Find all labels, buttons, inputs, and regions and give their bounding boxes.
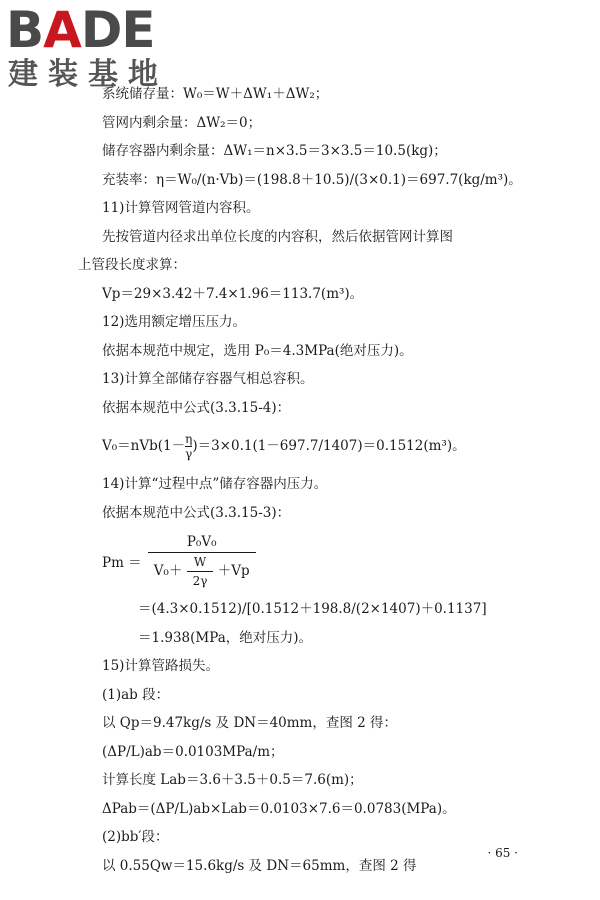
formula-pm: Pm ＝ P₀V₀ V₀＋ $\frac{W}{2\gamma}$ ＋Vp (102, 529, 572, 593)
formula-line: ΔPab＝(ΔP/L)ab×Lab＝0.0103×7.6＝0.0783(MPa)。 (102, 800, 456, 817)
logo-subtitle: 建装基地 (8, 57, 168, 92)
section-heading: 13)计算全部储存容器气相总容积。 (102, 371, 314, 387)
formula-line: (ΔP/L)ab＝0.0103MPa/m； (102, 743, 284, 760)
formula-v0: V₀＝nVb(1－ $\frac{\eta}{\gamma}$ )＝3×0.1(1－697.7/1407)＝0.1512(m³)。 (102, 431, 466, 461)
fraction-w-2gamma: $\frac{W}{2\gamma}$ (187, 555, 214, 588)
text-line: 系统储存量：W₀＝W＋ΔW₁＋ΔW₂； (102, 86, 329, 102)
text-line: 以 0.55Qw＝15.6kg/s 及 DN＝65mm，查图 2 得 (102, 857, 417, 874)
section-heading: 15)计算管路损失。 (102, 658, 219, 674)
fraction-eta-gamma: $\frac{\eta}{\gamma}$ (185, 431, 193, 461)
section-heading: 11)计算管网管道内容积。 (102, 200, 260, 216)
text-line: 以 Qp＝9.47kg/s 及 DN＝40mm，查图 2 得： (102, 715, 398, 731)
text-line: 依据本规范中公式(3.3.15-4)： (102, 399, 291, 416)
document-body (78, 80, 572, 880)
text-line: 依据本规范中规定，选用 P₀＝4.3MPa(绝对压力)。 (102, 342, 413, 359)
logo-accent-letter: A (43, 1, 81, 59)
formula-line: ＝(4.3×0.1512)/[0.1512＋198.8/(2×1407)＋0.1137] (138, 601, 487, 617)
text-line: 储存容器内剩余量：ΔW₁＝n×3.5＝3×3.5＝10.5(kg)； (102, 143, 447, 159)
subsection-heading: (1)ab 段： (102, 686, 170, 703)
formula-line: 计算长度 Lab＝3.6＋3.5＋0.5＝7.6(m)； (102, 772, 363, 788)
text-line: 充装率：η＝W₀/(n·Vb)＝(198.8＋10.5)/(3×0.1)＝697.7(kg/m³)。 (102, 171, 522, 188)
fraction-pm: P₀V₀ V₀＋ $\frac{W}{2\gamma}$ ＋Vp (148, 534, 256, 588)
text-line: 上管段长度求算： (78, 257, 186, 273)
text-line: 依据本规范中公式(3.3.15-3)： (102, 504, 291, 521)
page-number: · 65 · (487, 846, 518, 860)
subsection-heading: (2)bb′段： (102, 829, 169, 845)
section-heading: 14)计算“过程中点”储存容器内压力。 (102, 476, 328, 492)
text-line: 先按管道内径求出单位长度的内容积，然后依据管网计算图 (102, 228, 453, 245)
logo-brand: BADE (6, 1, 155, 59)
section-heading: 12)选用额定增压压力。 (102, 314, 246, 330)
formula-line: Vp＝29×3.42＋7.4×1.96＝113.7(m³)。 (102, 285, 364, 302)
text-line: 管网内剩余量：ΔW₂＝0； (102, 114, 262, 131)
formula-line: ＝1.938(MPa，绝对压力)。 (138, 629, 313, 646)
